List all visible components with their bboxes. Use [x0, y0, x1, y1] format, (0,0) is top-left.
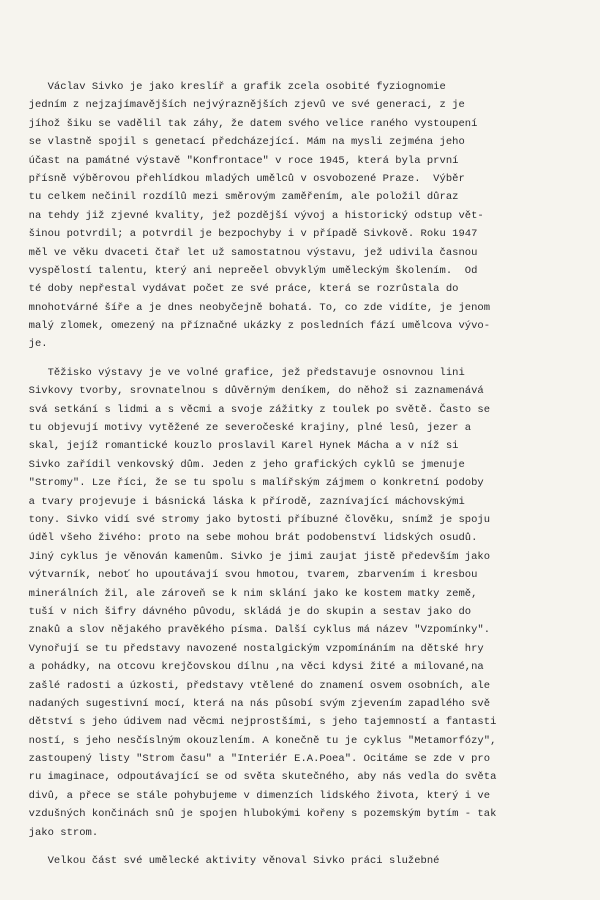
text-line: výtvarník, neboť ho upoutávají svou hmotou, tvarem, zbarvením i kresbou [16, 569, 478, 582]
text-line: "Stromy". Lze říci, že se tu spolu s malířským zájmem o konkretní podoby [16, 477, 484, 490]
text-line: dětství s jeho údivem nad věcmi nejprostšími, s jeho tajemností a fantasti [16, 716, 497, 729]
text-line: ností, s jeho nesčíslným okouzlením. A konečně tu je cyklus "Metamorfózy", [16, 734, 497, 747]
text-line: vyspělostí talentu, který ani nepreěel obvyklým uměleckým školením. Od [16, 264, 478, 277]
paragraph-gap [16, 354, 600, 364]
text-line: Těžisko výstavy je ve volné grafice, jež představuje osnovnou lini [16, 366, 465, 379]
text-line: měl ve věku dvaceti čtař let už samostatnou výstavu, jež udivila časnou [16, 246, 478, 259]
text-line: vzdušných končinách snů je spojen hlubokými kořeny s pozemským bytím - tak [16, 808, 497, 821]
text-line: Vynořují se tu představy navozené nostalgickým vzpomínáním na dětské hry [16, 642, 484, 655]
text-line: zastoupený listy "Strom času" a "Interiér E.A.Poea". Ocitáme se zde v pro [16, 753, 491, 766]
text-line: jedním z nejzajímavějších nejvýraznějších zjevů ve své generaci, z je [16, 99, 465, 112]
text-line: a pohádky, na otcovu krejčovskou dílnu ,na věci kdysi žité a milované,na [16, 661, 484, 674]
text-line: minerálních žil, ale zároveň se k nim sklání jako ke kostem matky země, [16, 587, 478, 600]
text-line: na tehdy již zjevné kvality, jež pozdější vývoj a historický odstup vět- [16, 209, 484, 222]
text-line: šinou potvrdil; a potvrdil je bezpochyby i v případě Sivkově. Roku 1947 [16, 228, 478, 241]
text-line: jako strom. [16, 826, 99, 839]
text-line: přísně výběrovou přehlídkou mladých umělců v osvobozené Praze. Výběr [16, 172, 465, 185]
text-line: malý zlomek, omezený na příznačné ukázky z posledních fází umělcova vývo- [16, 320, 491, 333]
document-body [16, 78, 600, 870]
text-line: Sivko zařídil venkovský dům. Jeden z jeho grafických cyklů se jmenuje [16, 458, 465, 471]
text-line: tony. Sivko vidí své stromy jako bytosti příbuzné člověku, snímž je spoju [16, 513, 491, 526]
text-line: Velkou část své umělecké aktivity věnoval Sivko práci služebné [16, 855, 440, 868]
text-line: mnohotvárné šíře a je dnes neobyčejně bohatá. To, co zde vidíte, je jenom [16, 301, 491, 314]
text-line: nadaných sugestivní mocí, která na nás působí svým zjevením zapadlého svě [16, 697, 491, 710]
text-line: Václav Sivko je jako kreslíř a grafik zcela osobité fyziognomie [16, 81, 446, 93]
text-line: tu celkem nečinil rozdílů mezi směrovým zaměřením, ale položil důraz [16, 191, 459, 204]
text-line: skal, jejíž romantické kouzlo proslavil Karel Hynek Mácha a v níž si [16, 440, 459, 453]
text-line: je. [16, 338, 48, 351]
text-line: úděl všeho živého: proto na sebe mohou brát podobenství lidských osudů. [16, 532, 478, 545]
text-line: tuší v nich šifry dávného původu, skládá je do skupin a sestav jako do [16, 605, 472, 618]
text-line: zašlé radosti a úzkosti, představy vtělené do znamení osvem osobních, ale [16, 679, 491, 692]
paragraph-gap [16, 842, 600, 852]
text-line: se vlastně spojil s genetací předcházející. Mám na mysli zejména jeho [16, 136, 465, 149]
text-line: a tvary projevuje i básnická láska k přírodě, zaznívající máchovskými [16, 495, 465, 508]
text-line: Sivkovy tvorby, srovnatelnou s důvěrným deníkem, do něhož si zaznamenává [16, 385, 484, 398]
text-line: ru imaginace, odpoutávající se od světa skutečného, aby nás vedla do světa [16, 771, 497, 784]
text-line: tu objevují motivy vytěžené ze severočeské krajiny, plné lesů, jezer a [16, 422, 472, 435]
text-line: jíhož šiku se vadělil tak záhy, že datem svého velice raného vystoupení [16, 117, 478, 130]
text-line: účast na památné výstavě "Konfrontace" v roce 1945, která byla první [16, 154, 459, 167]
text-line: divů, a přece se stále pohybujeme v dimenzích lidského života, který i ve [16, 789, 491, 802]
text-line: svá setkání s lidmi a s věcmi a svoje zážitky z toulek po světě. Často se [16, 403, 491, 416]
text-line: té doby nepřestal vydávat počet ze své práce, která se rozrůstala do [16, 283, 459, 296]
text-line: znaků a slov nějakého pravěkého písma. Další cyklus má název "Vzpomínky". [16, 624, 491, 637]
text-line: Jiný cyklus je věnován kamenům. Sivko je jimi zaujat jistě především jako [16, 550, 491, 563]
